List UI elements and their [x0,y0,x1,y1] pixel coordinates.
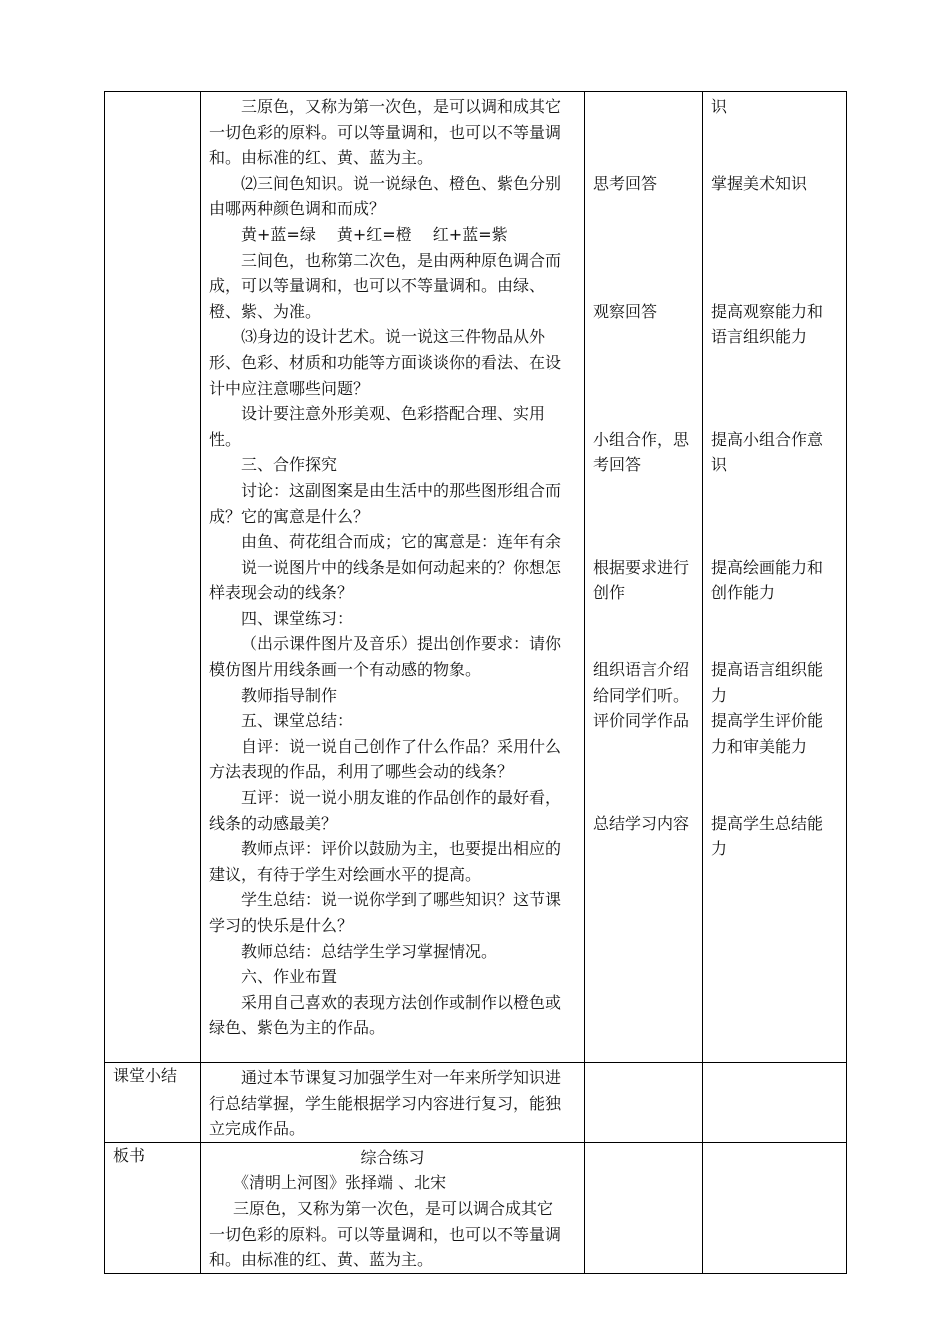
design-intent: 识 [711,97,728,116]
paragraph: 由鱼、荷花组合而成；它的寓意是：连年有余 [241,532,562,552]
paragraph: 采用自己喜欢的表现方法创作或制作以橙色或绿色、紫色为主的作品。 [209,992,562,1038]
row-label-board: 板书 [105,1142,201,1273]
student-activity: 小组合作，思考回答 [593,429,690,475]
paragraph: 教师点评：评价以鼓励为主，也要提出相应的建议，有待于学生对绘画水平的提高。 [209,839,562,884]
design-intent: 提高语言组织能力 [711,660,824,705]
paragraph: 互评：说一说小朋友谁的作品创作的最好看，线条的动感最美？ [209,788,562,833]
board-title: 综合练习 [360,1147,425,1167]
paragraph: 自评：说一说自己创作了什么作品？采用什么方法表现的作品，利用了哪些会动的线条？ [209,736,562,782]
paragraph: ⑵三间色知识。说一说绿色、橙色、紫色分别由哪两种颜色调和而成？ [209,173,562,219]
paragraph: 黄+蓝=绿 黄+红=橙 红+蓝=紫 [241,224,508,244]
design-intent-cell [703,92,847,1063]
design-intent: 提高观察能力和语言组织能力 [711,301,824,347]
section-heading: 六、作业布置 [241,967,338,987]
empty-cell [585,1142,703,1273]
student-activity: 观察回答 [593,301,658,321]
board-cell [201,1142,585,1273]
paragraph: 三原色，又称为第一次色，是可以调和成其它一切色彩的原料。可以等量调和，也可以不等量调和。由标准的红、黄、蓝为主。 [209,97,562,168]
summary-text: 通过本节课复习加强学生对一年来所学知识进行总结掌握，学生能根据学习内容进行复习，能独立完成作品。 [209,1068,562,1139]
paragraph: ⑶身边的设计艺术。说一说这三件物品从外形、色彩、材质和功能等方面谈谈你的看法、在设计中应注意哪些问题？ [209,327,562,398]
table-row-board [105,1142,847,1273]
paragraph: 学生总结：说一说你学到了哪些知识？这节课学习的快乐是什么？ [209,890,562,935]
teaching-process-cell [201,92,585,1063]
summary-cell [201,1063,585,1143]
row-label-summary: 课堂小结 [105,1063,201,1143]
section-heading: 五、课堂总结： [241,711,354,731]
table-row-process [105,92,847,1063]
empty-cell [585,1063,703,1143]
row-label-empty [105,92,201,1063]
lesson-plan-table [104,91,847,1274]
student-activity: 组织语言介绍给同学们听。 [593,660,690,705]
paragraph: 讨论：这副图案是由生活中的那些图形组合而成？它的寓意是什么？ [209,480,562,526]
paragraph: 说一说图片中的线条是如何动起来的？你想怎样表现会动的线条？ [209,557,562,603]
student-activity: 评价同学作品 [593,711,690,731]
student-activity-cell [585,92,703,1063]
section-heading: 三、合作探究 [241,455,338,475]
empty-cell [703,1063,847,1143]
design-intent: 提高学生总结能力 [711,813,824,859]
paragraph: 教师指导制作 [241,685,338,705]
paragraph: （出示课件图片及音乐）提出创作要求：请你模仿图片用线条画一个有动感的物象。 [209,634,562,680]
paragraph: 教师总结：总结学生学习掌握情况。 [241,941,498,961]
student-activity: 根据要求进行创作 [593,557,690,603]
paragraph: 三间色，也称第二次色，是由两种原色调合而成，可以等量调和，也可以不等量调和。由绿、橙、紫、为准。 [209,250,562,321]
table-row-summary [105,1063,847,1143]
design-intent: 提高学生评价能力和审美能力 [711,711,824,756]
student-activity: 总结学习内容 [593,813,690,833]
section-heading: 四、课堂练习： [241,608,354,628]
empty-cell [703,1142,847,1273]
design-intent: 提高绘画能力和创作能力 [711,557,824,603]
design-intent: 提高小组合作意识 [711,429,824,475]
board-line: 《清明上河图》张择端 、北宋 [233,1173,447,1193]
paragraph: 设计要注意外形美观、色彩搭配合理、实用性。 [209,404,546,449]
student-activity: 思考回答 [593,173,658,193]
board-line: 三原色，又称为第一次色，是可以调合成其它一切色彩的原料。可以等量调和，也可以不等量调和。由标准的红、黄、蓝为主。 [209,1198,562,1270]
design-intent: 掌握美术知识 [711,173,808,193]
